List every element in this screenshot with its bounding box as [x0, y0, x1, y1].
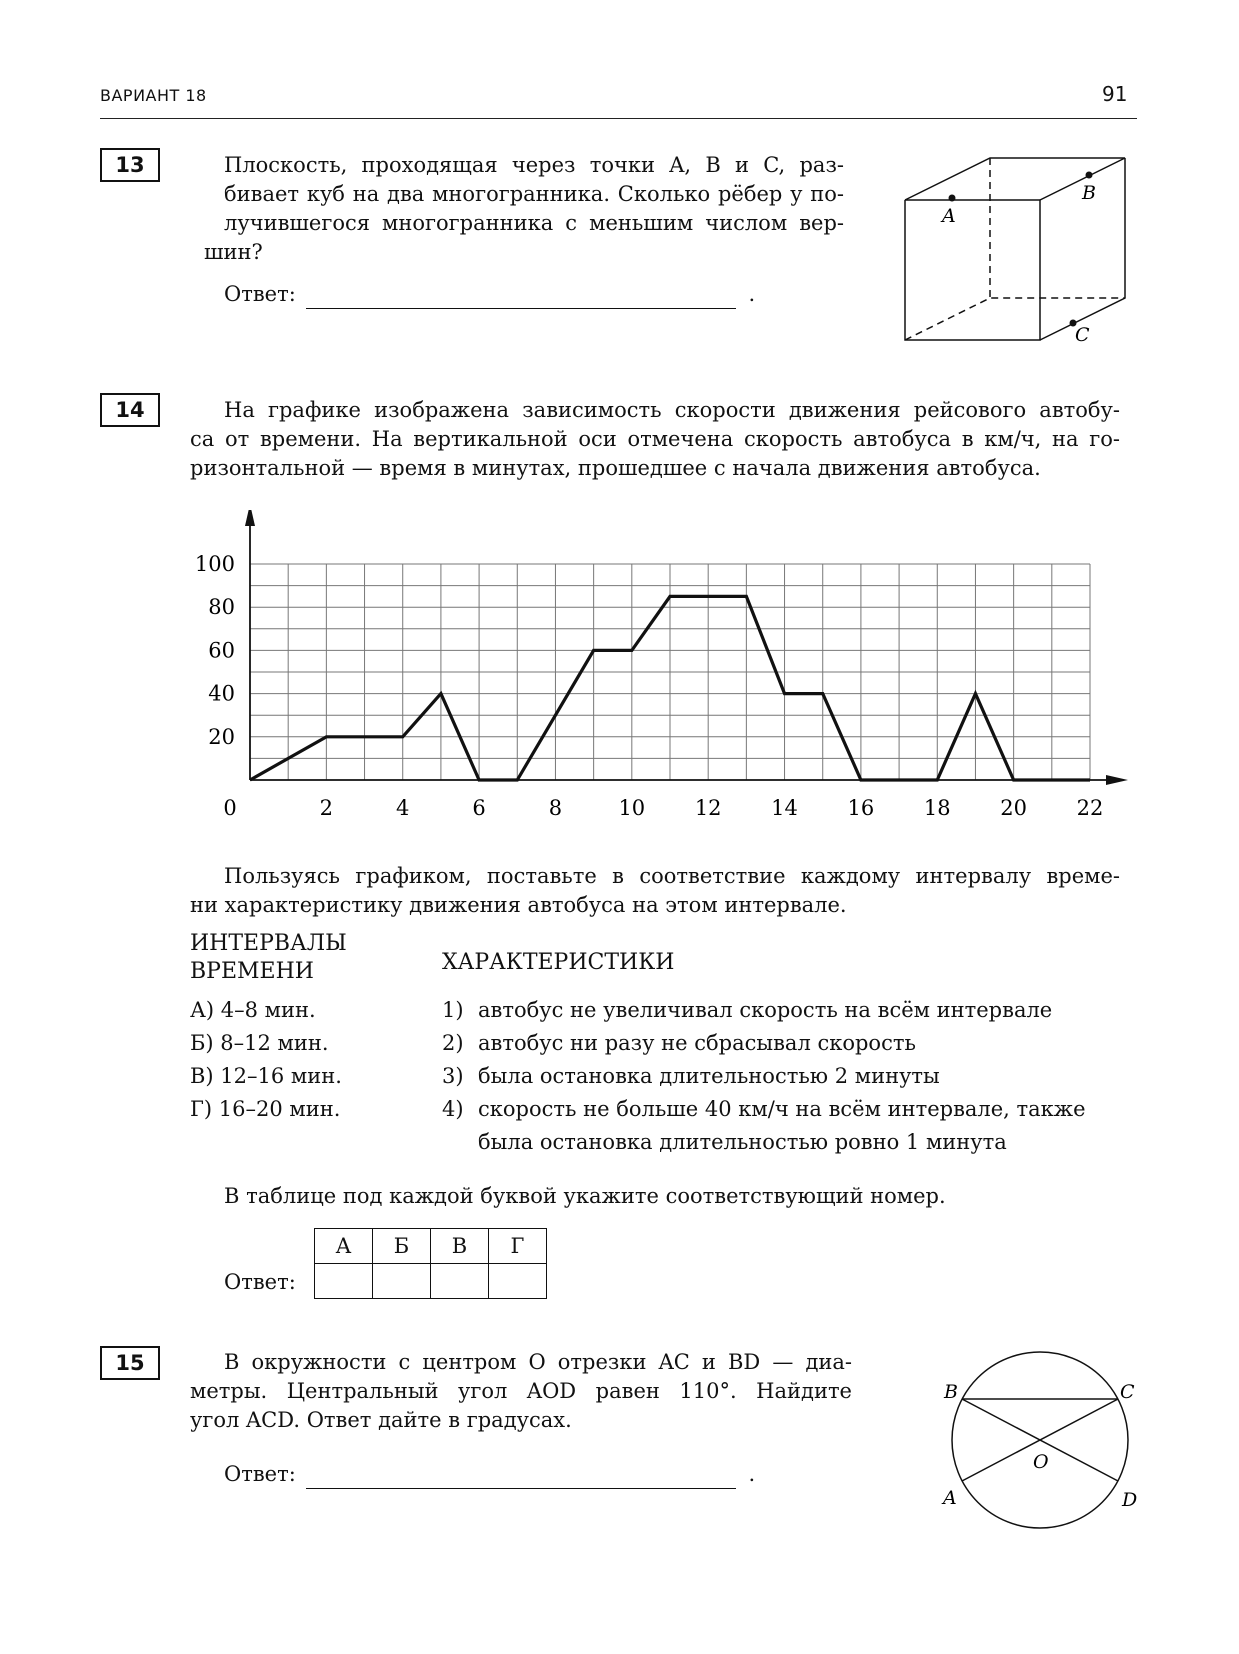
circle-label-b: B [944, 1381, 958, 1403]
x-tick-18: 18 [923, 796, 951, 820]
answer-table-header-row [315, 1229, 547, 1264]
circle-figure [930, 1340, 1150, 1540]
y-tick-20: 20 [208, 724, 235, 749]
answer-cell-v[interactable] [431, 1264, 489, 1299]
answer-table-header-g: Г [489, 1229, 547, 1264]
q14-line-1: На графике изображена зависимость скорости движения рейсового автобу- [224, 398, 1120, 422]
q13-line-1: Плоскость, проходящая через точки A, B и C, раз- [224, 153, 844, 177]
characteristic-4 [442, 1093, 1132, 1126]
q15-line-1: В окружности с центром O отрезки AC и BD — диа- [224, 1350, 852, 1374]
x-tick-14: 14 [771, 796, 798, 820]
q13-line-4: шин? [204, 240, 263, 264]
answer-cell-b[interactable] [373, 1264, 431, 1299]
characteristic-1-text: автобус не увеличивал скорость на всём интервале [478, 998, 1053, 1022]
x-tick-10: 10 [618, 796, 646, 820]
header-divider [100, 118, 1137, 119]
q15-answer-label: Ответ: [224, 1462, 296, 1486]
question-14-text [190, 396, 1120, 483]
answer-table-header-b: Б [373, 1229, 431, 1264]
label-b: B [1082, 182, 1096, 204]
q14-instruction-line-1: Пользуясь графиком, поставьте в соответствие каждому интервалу време- [224, 864, 1120, 888]
q14-instruction-line-2: ни характеристику движения автобуса на этом интервале. [190, 893, 847, 917]
interval-v: В) 12–16 мин. [190, 1064, 342, 1088]
circle-label-c: C [1120, 1381, 1135, 1403]
y-tick-40: 40 [208, 681, 235, 706]
y-tick-60: 60 [208, 638, 235, 663]
q13-line-2: бивает куб на два многогранника. Сколько рёбер у по- [224, 182, 844, 206]
characteristic-3-text: была остановка длительностью 2 минуты [478, 1064, 940, 1088]
characteristic-4-num: 4) [442, 1097, 464, 1121]
x-tick-22: 22 [1076, 796, 1104, 820]
q13-answer-row [224, 280, 755, 309]
x-tick-0: 0 [223, 796, 237, 820]
cube-front-face [905, 200, 1040, 340]
y-tick-80: 80 [208, 595, 235, 620]
q15-line-2: метры. Центральный угол AOD равен 110°. Найдите [190, 1379, 852, 1403]
q14-line-3: ризонтальной — время в минутах, прошедшее с начала движения автобуса. [190, 456, 1041, 480]
characteristic-1 [442, 994, 1132, 1027]
characteristics-list [442, 994, 1132, 1159]
characteristic-3-num: 3) [442, 1064, 464, 1088]
x-tick-16: 16 [847, 796, 875, 820]
label-c: C [1075, 324, 1090, 346]
q13-answer-dot: . [748, 282, 756, 306]
x-tick-12: 12 [694, 796, 722, 820]
q14-instruction [190, 862, 1120, 920]
x-tick-4: 4 [396, 796, 410, 820]
answer-table-header-a: А [315, 1229, 373, 1264]
question-number-15: 15 [100, 1346, 160, 1380]
characteristic-1-num: 1) [442, 998, 464, 1022]
answer-cell-a[interactable] [315, 1264, 373, 1299]
question-13-text [204, 151, 844, 267]
characteristics-header: ХАРАКТЕРИСТИКИ [442, 950, 675, 975]
q15-line-3: угол ACD. Ответ дайте в градусах. [190, 1408, 572, 1432]
intervals-header-line-2: ВРЕМЕНИ [190, 959, 314, 984]
page-number: 91 [1102, 82, 1128, 106]
interval-a: А) 4–8 мин. [190, 998, 316, 1022]
x-axis-arrow [1106, 775, 1128, 785]
intervals-header [190, 930, 347, 986]
circle-label-o: O [1033, 1451, 1049, 1473]
x-tick-20: 20 [1000, 796, 1028, 820]
running-header: ВАРИАНТ 18 [100, 86, 207, 105]
y-axis-arrow [245, 510, 255, 526]
answer-cell-g[interactable] [489, 1264, 547, 1299]
x-tick-labels [223, 796, 1103, 820]
q15-answer-field[interactable] [306, 1466, 736, 1489]
point-b [1086, 172, 1093, 179]
x-tick-8: 8 [548, 796, 563, 820]
q13-line-3: лучившегося многогранника с меньшим числом вер- [224, 211, 844, 235]
cube-hidden-bottom-edges [905, 298, 1125, 340]
speed-time-chart [180, 510, 1140, 830]
circle-label-a: A [943, 1487, 957, 1509]
q15-answer-dot: . [748, 1462, 756, 1486]
q13-answer-field[interactable] [306, 286, 736, 309]
intervals-header-line-1: ИНТЕРВАЛЫ [190, 931, 347, 956]
intervals-list [190, 994, 342, 1126]
x-tick-2: 2 [319, 796, 334, 820]
interval-g: Г) 16–20 мин. [190, 1097, 341, 1121]
answer-table-header-v: В [431, 1229, 489, 1264]
table-instruction: В таблице под каждой буквой укажите соответствующий номер. [224, 1184, 946, 1208]
characteristic-2-text: автобус ни разу не сбрасывал скорость [478, 1031, 916, 1055]
q14-answer-label: Ответ: [224, 1270, 296, 1294]
question-number-13: 13 [100, 148, 160, 182]
characteristic-2-num: 2) [442, 1031, 464, 1055]
interval-b: Б) 8–12 мин. [190, 1031, 329, 1055]
answer-table [314, 1228, 547, 1299]
circle-label-d: D [1122, 1489, 1138, 1511]
point-a [949, 195, 956, 202]
y-tick-100: 100 [194, 552, 235, 576]
chart-axes [245, 510, 1128, 785]
x-tick-6: 6 [472, 796, 486, 820]
characteristic-4-text: скорость не больше 40 км/ч на всём интервале, также [478, 1097, 1086, 1121]
characteristic-2 [442, 1027, 1132, 1060]
label-a: A [942, 205, 956, 227]
cube-figure [895, 150, 1145, 350]
characteristic-3 [442, 1060, 1132, 1093]
question-number-14: 14 [100, 393, 160, 427]
y-tick-labels [195, 552, 235, 749]
answer-table-input-row [315, 1264, 547, 1299]
characteristic-4-continued: была остановка длительностью ровно 1 минута [478, 1130, 1007, 1154]
question-15-text [190, 1348, 852, 1435]
q14-line-2: са от времени. На вертикальной оси отмечена скорость автобуса в км/ч, на го- [190, 427, 1120, 451]
q13-answer-label: Ответ: [224, 282, 296, 306]
q15-answer-row [224, 1460, 755, 1489]
